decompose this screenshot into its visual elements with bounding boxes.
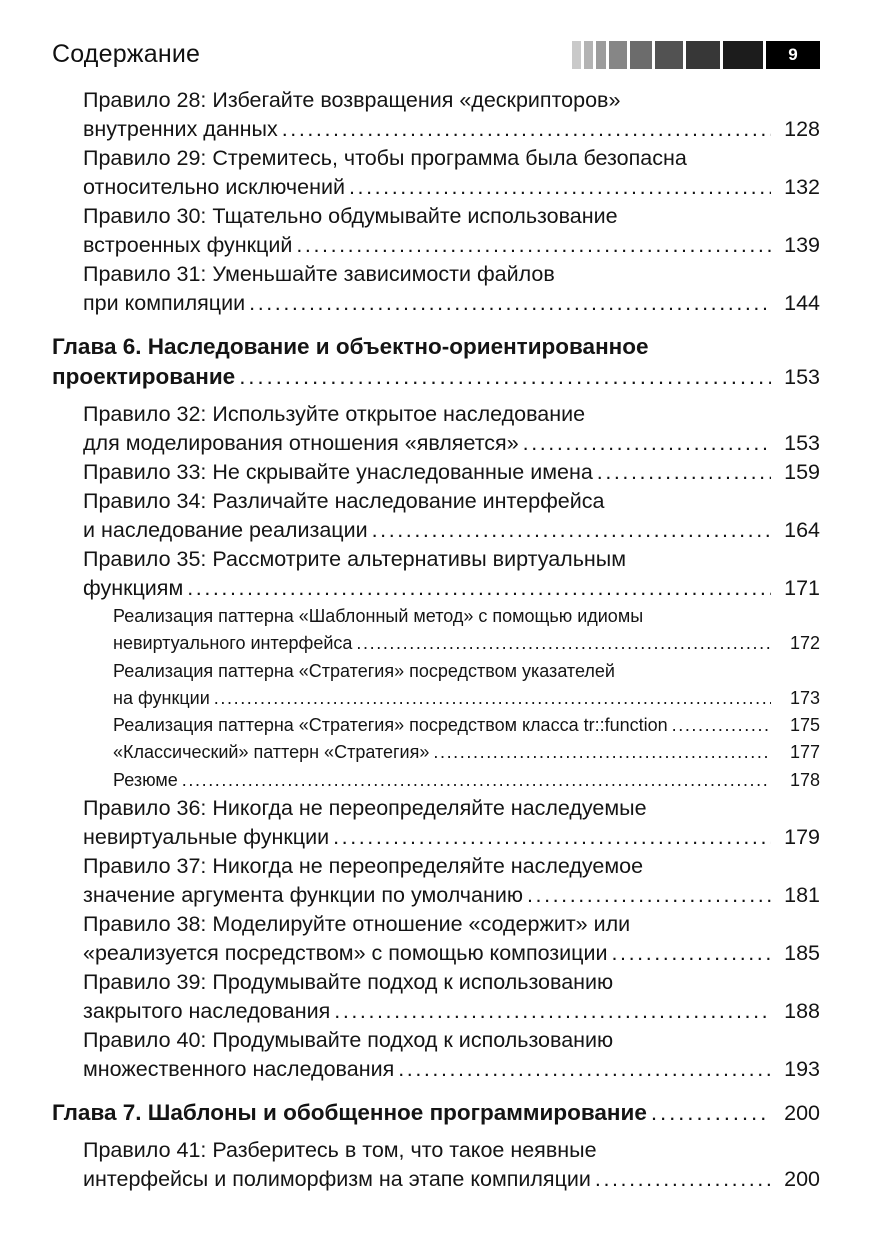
toc-rule[interactable] bbox=[52, 400, 820, 458]
toc-line bbox=[113, 685, 820, 712]
dot-leader bbox=[296, 231, 771, 260]
toc-line bbox=[83, 173, 820, 202]
dot-leader bbox=[597, 458, 771, 487]
toc-page-number: 188 bbox=[784, 999, 820, 1024]
toc-line bbox=[83, 231, 820, 260]
toc-line bbox=[83, 1055, 820, 1084]
toc-entry-text: Правило 37: Никогда не переопределяйте наследуемое bbox=[83, 854, 644, 879]
toc-rule[interactable] bbox=[52, 458, 820, 487]
toc-line bbox=[113, 712, 820, 739]
toc-page-number: 132 bbox=[784, 175, 820, 199]
toc-entry-text: встроенных функций bbox=[83, 233, 293, 257]
toc-page-number: 185 bbox=[784, 941, 820, 966]
gradient-bar bbox=[655, 41, 683, 69]
toc-line bbox=[113, 658, 820, 685]
toc-entry-text: Глава 7. Шаблоны и обобщенное программирование bbox=[52, 1100, 647, 1126]
toc-line bbox=[83, 823, 820, 852]
toc-rule[interactable] bbox=[52, 852, 820, 910]
toc-page-number: 175 bbox=[789, 715, 820, 736]
toc-line bbox=[83, 289, 820, 318]
toc-page-number: 164 bbox=[784, 518, 820, 542]
header-gradient-bars bbox=[569, 41, 820, 69]
dot-leader bbox=[187, 574, 771, 603]
toc-entry-text: относительно исключений bbox=[83, 175, 345, 199]
toc-entry-text: внутренних данных bbox=[83, 117, 278, 141]
dot-leader bbox=[523, 429, 771, 458]
toc-page-number: 128 bbox=[784, 117, 820, 141]
toc-rule[interactable] bbox=[52, 794, 820, 852]
toc-line bbox=[83, 574, 820, 603]
dot-leader bbox=[249, 289, 771, 318]
toc-entry-text: закрытого наследования bbox=[83, 999, 331, 1024]
dot-leader bbox=[333, 823, 771, 852]
toc-rule[interactable] bbox=[52, 144, 820, 202]
page-number-badge: 9 bbox=[766, 41, 820, 69]
toc-line bbox=[83, 86, 820, 115]
toc-entry-text: «Классический» паттерн «Стратегия» bbox=[113, 742, 430, 763]
gradient-bar bbox=[723, 41, 763, 69]
toc-subsection[interactable] bbox=[52, 658, 820, 713]
toc-line bbox=[52, 1098, 820, 1128]
toc-entry-text: Правило 30: Тщательно обдумывайте использование bbox=[83, 204, 618, 228]
toc-entry-text: Правило 38: Моделируйте отношение «содержит» или bbox=[83, 912, 631, 937]
toc-page-number: 139 bbox=[784, 233, 820, 257]
toc-rule[interactable] bbox=[52, 487, 820, 545]
toc-line bbox=[83, 400, 820, 429]
toc-entry-text: Правило 34: Различайте наследование интерфейса bbox=[83, 489, 605, 513]
toc-entry-text: функциям bbox=[83, 576, 184, 600]
gradient-bar bbox=[630, 41, 652, 69]
toc-page-number: 178 bbox=[789, 769, 820, 790]
toc-rule[interactable] bbox=[52, 86, 820, 144]
toc-line bbox=[83, 144, 820, 173]
toc-entry-text: Правило 41: Разберитесь в том, что такое неявные bbox=[83, 1138, 597, 1163]
toc-entry-text: Правило 39: Продумывайте подход к использованию bbox=[83, 970, 614, 995]
gradient-bar bbox=[572, 41, 581, 69]
toc-rule[interactable] bbox=[52, 260, 820, 318]
toc-page-number: 200 bbox=[784, 1167, 820, 1192]
toc-entry-text: Правило 35: Рассмотрите альтернативы виртуальным bbox=[83, 547, 627, 571]
dot-leader bbox=[672, 712, 771, 739]
toc-entry-text: Правило 31: Уменьшайте зависимости файлов bbox=[83, 262, 555, 286]
gradient-bar bbox=[609, 41, 627, 69]
toc-page-number: 153 bbox=[784, 365, 820, 389]
toc-entry-text: «реализуется посредством» с помощью композиции bbox=[83, 941, 608, 966]
toc-line bbox=[83, 910, 820, 939]
toc-line bbox=[83, 202, 820, 231]
toc-entry-text: при компиляции bbox=[83, 291, 246, 315]
toc-page-number: 171 bbox=[784, 576, 820, 600]
gradient-bar bbox=[584, 41, 593, 69]
dot-leader bbox=[282, 115, 771, 144]
toc-rule[interactable] bbox=[52, 1136, 820, 1194]
toc-line bbox=[113, 603, 820, 630]
dot-leader bbox=[182, 767, 771, 794]
toc-entry-text: множественного наследования bbox=[83, 1057, 395, 1082]
toc-line bbox=[52, 332, 820, 362]
dot-leader bbox=[527, 881, 771, 910]
toc-entry-text: на функции bbox=[113, 687, 210, 708]
toc-line bbox=[83, 458, 820, 487]
dot-leader bbox=[612, 939, 771, 968]
dot-leader bbox=[595, 1165, 771, 1194]
toc-entry-text: Резюме bbox=[113, 769, 178, 790]
toc-entry-text: Правило 36: Никогда не переопределяйте наследуемые bbox=[83, 796, 647, 821]
toc-page-number: 173 bbox=[789, 687, 820, 708]
toc-line bbox=[83, 1165, 820, 1194]
toc-subsection[interactable] bbox=[52, 739, 820, 766]
toc-rule[interactable] bbox=[52, 910, 820, 968]
page-header bbox=[52, 38, 820, 70]
gradient-bar bbox=[596, 41, 606, 69]
toc-line bbox=[113, 767, 820, 794]
toc-line bbox=[83, 1026, 820, 1055]
toc-subsection[interactable] bbox=[52, 767, 820, 794]
toc-line bbox=[83, 115, 820, 144]
gradient-bar bbox=[686, 41, 720, 69]
toc-entry-text: Правило 32: Используйте открытое наследование bbox=[83, 402, 586, 426]
toc-entry-text: проектирование bbox=[52, 364, 236, 389]
toc-line bbox=[83, 852, 820, 881]
toc-line bbox=[83, 429, 820, 458]
toc-page-number: 177 bbox=[789, 742, 820, 763]
toc-chapter[interactable] bbox=[52, 332, 820, 392]
toc-line bbox=[113, 630, 820, 657]
running-head-title: Содержание bbox=[52, 40, 201, 68]
toc-entry-text: интерфейсы и полиморфизм на этапе компиляции bbox=[83, 1167, 591, 1192]
toc-entry-text: невиртуального интерфейса bbox=[113, 633, 353, 654]
toc-chapter[interactable] bbox=[52, 1098, 820, 1128]
toc-line bbox=[83, 1136, 820, 1165]
toc-line bbox=[83, 881, 820, 910]
toc-line bbox=[83, 545, 820, 574]
dot-leader bbox=[334, 997, 771, 1026]
toc-subsection[interactable] bbox=[52, 712, 820, 739]
toc-line bbox=[83, 516, 820, 545]
toc-entry-text: Реализация паттерна «Шаблонный метод» с помощью идиомы bbox=[113, 606, 644, 626]
toc-line bbox=[113, 739, 820, 766]
toc-page-number: 179 bbox=[784, 825, 820, 850]
toc-line bbox=[83, 794, 820, 823]
toc-rule[interactable] bbox=[52, 968, 820, 1026]
toc-entry-text: невиртуальные функции bbox=[83, 825, 330, 850]
toc-subsection[interactable] bbox=[52, 603, 820, 658]
dot-leader bbox=[433, 739, 771, 766]
toc-page-number: 172 bbox=[789, 633, 820, 654]
toc-line bbox=[83, 487, 820, 516]
toc-entry-text: Реализация паттерна «Стратегия» посредством класса tr::function bbox=[113, 715, 668, 736]
toc-line bbox=[83, 997, 820, 1026]
toc-entry-text: Реализация паттерна «Стратегия» посредством указателей bbox=[113, 660, 615, 681]
toc-entry-text: Правило 40: Продумывайте подход к использованию bbox=[83, 1028, 614, 1053]
toc-entry-text: Правило 29: Стремитесь, чтобы программа была безопасна bbox=[83, 146, 687, 170]
toc-rule[interactable] bbox=[52, 1026, 820, 1084]
table-of-contents bbox=[52, 86, 820, 1194]
toc-line bbox=[83, 939, 820, 968]
toc-page-number: 181 bbox=[784, 883, 820, 908]
toc-line bbox=[52, 362, 820, 392]
dot-leader bbox=[372, 516, 771, 545]
dot-leader bbox=[398, 1055, 771, 1084]
toc-entry-text: Глава 6. Наследование и объектно-ориентированное bbox=[52, 334, 649, 359]
toc-line bbox=[83, 968, 820, 997]
toc-page-number: 200 bbox=[784, 1101, 820, 1126]
toc-entry-text: для моделирования отношения «является» bbox=[83, 431, 519, 455]
toc-entry-text: Правило 33: Не скрывайте унаследованные имена bbox=[83, 460, 593, 484]
dot-leader bbox=[214, 685, 771, 712]
toc-page-number: 144 bbox=[784, 291, 820, 315]
toc-rule[interactable] bbox=[52, 545, 820, 603]
dot-leader bbox=[651, 1098, 771, 1128]
toc-entry-text: и наследование реализации bbox=[83, 518, 368, 542]
toc-entry-text: Правило 28: Избегайте возвращения «дескрипторов» bbox=[83, 88, 621, 112]
toc-rule[interactable] bbox=[52, 202, 820, 260]
toc-page-number: 193 bbox=[784, 1057, 820, 1082]
dot-leader bbox=[239, 362, 771, 392]
dot-leader bbox=[349, 173, 771, 202]
dot-leader bbox=[356, 630, 771, 657]
toc-line bbox=[83, 260, 820, 289]
toc-entry-text: значение аргумента функции по умолчанию bbox=[83, 883, 523, 908]
toc-page-number: 159 bbox=[784, 460, 820, 484]
toc-page-number: 153 bbox=[784, 431, 820, 455]
